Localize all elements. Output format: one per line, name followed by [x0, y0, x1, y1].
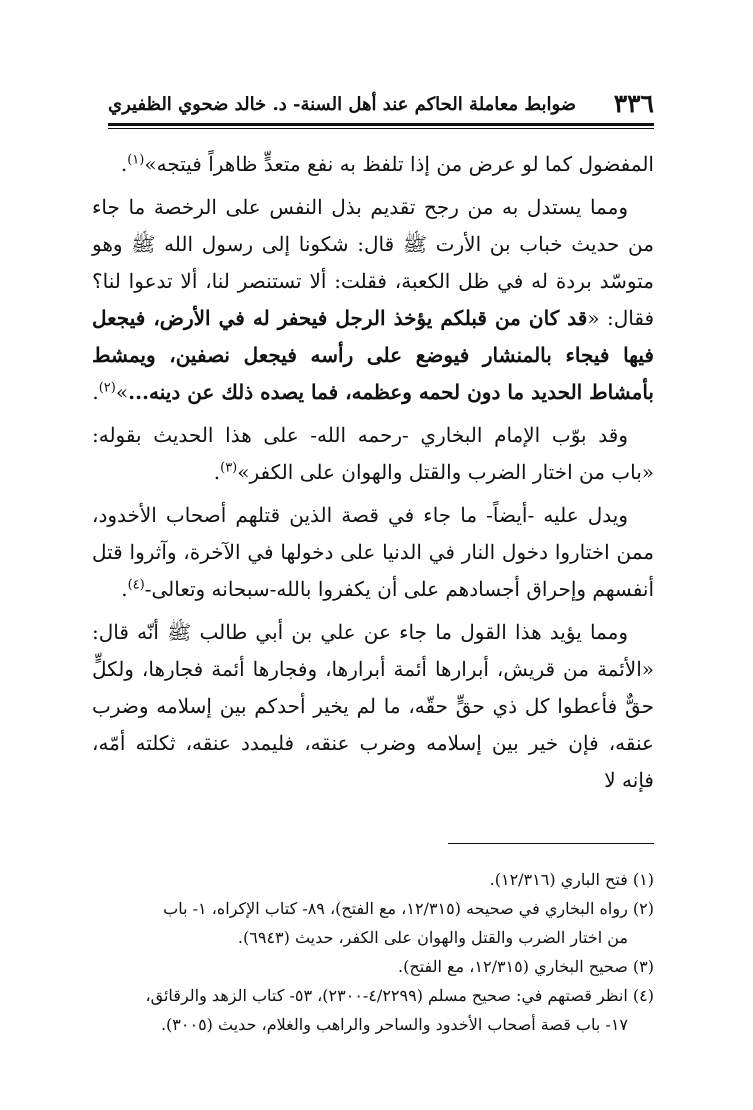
- hadith-quote-bold: قد كان من قبلكم يؤخذ الرجل فيحفر له في الأرض، فيجعل فيها فيجاء بالمنشار فيوضع على رأسه فيجعل نصفين، ويمشط بأمشاط الحديد ما دون لحمه وعظمه، فما يصده ذلك عن دينه...: [92, 306, 654, 404]
- page-header: [108, 88, 654, 118]
- header-rule-thin: [108, 128, 654, 129]
- paragraph-3-text: وقد بوّب الإمام البخاري -رحمه الله- على هذا الحديث بقوله: «باب من اختار الضرب والقتل والهوان على الكفر»: [92, 423, 654, 484]
- footnote-2-continuation: من اختار الضرب والقتل والهوان على الكفر، حديث (٦٩٤٣).: [237, 928, 628, 947]
- footnote-ref-3: (٣): [220, 460, 238, 476]
- paragraph-5: [92, 614, 654, 799]
- paragraph-2-end: .: [92, 380, 99, 404]
- footnote-1: (١) فتح الباري (١٢/٣١٦).: [489, 870, 654, 889]
- footnote-3: (٣) صحيح البخاري (١٢/٣١٥، مع الفتح).: [398, 957, 654, 976]
- footnotes: [92, 865, 654, 1039]
- footnote-2: (٢) رواه البخاري في صحيحه (١٢/٣١٥، مع الفتح)، ٨٩- كتاب الإكراه، ١- باب: [163, 899, 654, 918]
- paragraph-1: [92, 146, 654, 183]
- running-title: ضوابط معاملة الحاكم عند أهل السنة- د. خالد ضحوي الظفيري: [108, 94, 577, 115]
- paragraph-2: [92, 189, 654, 411]
- page-number: ٣٣٦: [613, 89, 654, 118]
- footnote-4: (٤) انظر قصتهم في: صحيح مسلم (٤/٢٢٩٩-٢٣٠٠)، ٥٣- كتاب الزهد والرقائق،: [145, 986, 654, 1005]
- paragraph-4: [92, 497, 654, 608]
- main-text: [92, 146, 654, 805]
- paragraph-4-text: ويدل عليه -أيضاً- ما جاء في قصة الذين قتلهم أصحاب الأخدود، ممن اختاروا دخول النار في الدنيا على دخولها في الآخرة، وآثروا قتل أنفسهم وإحراق أجسادهم على أن يكفروا بالله-سبحانه وتعالى-: [92, 503, 654, 601]
- paragraph-4-end: .: [121, 577, 128, 601]
- paragraph-1-end: .: [120, 152, 128, 176]
- footnote-4-continuation: ١٧- باب قصة أصحاب الأخدود والساحر والراهب والغلام، حديث (٣٠٠٥).: [160, 1015, 628, 1034]
- header-rule-thick: [108, 123, 654, 126]
- paragraph-2-close: »: [115, 380, 129, 404]
- paragraph-3: [92, 417, 654, 491]
- footnote-ref-4: (٤): [127, 577, 145, 593]
- paragraph-5-text: ومما يؤيد هذا القول ما جاء عن علي بن أبي طالب ﷺ أنّه قال: «الأئمة من قريش، أبرارها أئمة أبرارها، وفجارها أئمة فجارها، ولكلٍّ حقٌّ فأعطوا كل ذي حقٍّ حقّه، ما لم يخير أحدكم بين إسلامه وضرب عنقه، فإن خير بين إسلامه وضرب عنقه، فليمدد عنقه، ثكلته أمّه، فإنه لا: [92, 620, 654, 792]
- paragraph-1-text: المفضول كما لو عرض من إذا تلفظ به نفع متعدٍّ ظاهراً فيتجه»: [144, 152, 654, 176]
- paragraph-2-text: ومما يستدل به من رجح تقديم بذل النفس على الرخصة ما جاء من حديث خباب بن الأرت ﷺ قال: شكونا إلى رسول الله ﷺ وهو متوسّد بردة له في ظل الكعبة، فقلت: ألا تستنصر لنا، ألا تدعوا لنا؟ فقال: «: [92, 195, 655, 330]
- footnote-ref-2: (٢): [98, 380, 116, 396]
- paragraph-3-end: .: [213, 460, 221, 484]
- footnote-separator: [448, 843, 654, 844]
- footnote-ref-1: (١): [127, 152, 145, 168]
